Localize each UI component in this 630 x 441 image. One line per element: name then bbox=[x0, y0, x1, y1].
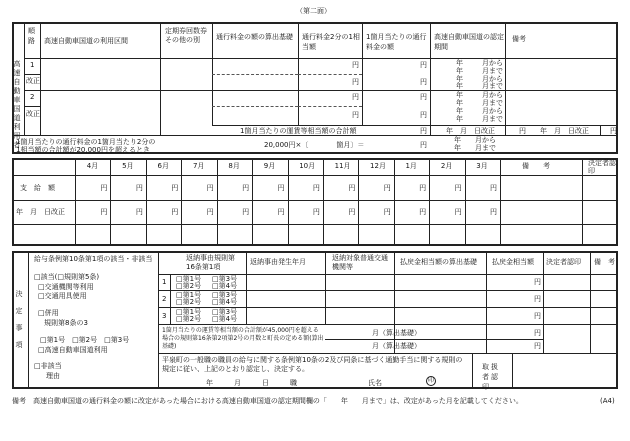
month-yen: 円 bbox=[312, 184, 320, 192]
month-header: 2月 bbox=[440, 162, 453, 170]
month-divider bbox=[288, 158, 289, 246]
month-from-label: 月から bbox=[482, 75, 503, 83]
year-label: 年 bbox=[456, 67, 463, 75]
month-divider bbox=[217, 158, 218, 246]
seal-icon bbox=[426, 376, 436, 386]
header-remarks: 備考 bbox=[512, 35, 526, 43]
reason-no: 3 bbox=[162, 312, 167, 320]
row-total-label: 支 給 額 bbox=[20, 184, 55, 192]
yen-label: 円 bbox=[534, 342, 541, 350]
month-divider bbox=[181, 158, 182, 246]
header-target: 返納対象普通交通機関等 bbox=[332, 254, 388, 271]
year-label: 年 bbox=[456, 107, 463, 115]
year-label: 年 bbox=[456, 75, 463, 83]
month-yen: 円 bbox=[490, 208, 497, 216]
decision-side-title: 決定事項 bbox=[15, 290, 23, 358]
item-numbers[interactable]: □第1号 □第2号 □第3号 bbox=[40, 336, 130, 344]
header-decider: 決定者認印 bbox=[546, 258, 581, 266]
yen-label: 円 bbox=[534, 329, 541, 337]
row-revised-label: 年 月 日改正 bbox=[16, 208, 65, 216]
month-yen: 円 bbox=[419, 208, 427, 216]
header-reason: 返納事由規則第16条第1項 bbox=[186, 254, 235, 271]
month-from-label: 月から bbox=[482, 59, 503, 67]
option-2[interactable]: □第2号 bbox=[176, 315, 202, 323]
month-divider bbox=[429, 158, 430, 246]
yen-label: 円 bbox=[420, 111, 427, 119]
item-transport[interactable]: □交通機関等利用 bbox=[38, 283, 94, 291]
month-yen: 円 bbox=[242, 208, 250, 216]
month-yen: 円 bbox=[454, 184, 462, 192]
yen-label: 円 bbox=[352, 61, 359, 69]
month-header: 10月 bbox=[299, 162, 316, 170]
month-yen: 円 bbox=[348, 184, 356, 192]
notice: 平泉町の一般職の職員の給与に関する条例第10条の2及び同条に基づく通勤手当に関する規則の規定に従い、上記のとおり認定し、決定する。 bbox=[162, 356, 463, 373]
footer-note: 備考 高速自動車国道の通行料金の額に改定があった場合における高速自動車国道の認定期間欄の「 年 月まで」は、改定があった月を記載してください。 bbox=[12, 397, 523, 405]
seal-label: 印 bbox=[428, 377, 435, 384]
header-calc: 払戻金相当額の算出基礎 bbox=[400, 258, 477, 266]
month-to-label: 月まで bbox=[482, 115, 503, 123]
header-remarks-b: 備 考 bbox=[594, 258, 615, 266]
month-from-label: 月から bbox=[482, 91, 503, 99]
handler-label: 取扱者認印 bbox=[482, 363, 500, 391]
month-yen: 円 bbox=[454, 208, 462, 216]
year-label: 年 bbox=[456, 99, 463, 107]
month-from-label: 月から bbox=[482, 107, 503, 115]
revised-ymd-2: 年 月 日改正 bbox=[540, 127, 589, 135]
header-refund: 払戻金相当額 bbox=[492, 258, 534, 266]
month-header: 7月 bbox=[192, 162, 205, 170]
yen-label: 円 bbox=[420, 78, 427, 86]
month-header: 6月 bbox=[157, 162, 169, 170]
item-not-applicable[interactable]: □非該当 bbox=[34, 362, 62, 370]
month-yen: 円 bbox=[135, 208, 143, 216]
option-3[interactable]: □第3号 bbox=[212, 308, 238, 316]
item-expressway[interactable]: □高速自動車国道利用 bbox=[38, 346, 108, 354]
yen-label: 円 bbox=[420, 61, 427, 69]
month-yen: 円 bbox=[100, 184, 108, 192]
mid-decider: 決定者認印 bbox=[588, 159, 616, 175]
option-4[interactable]: □第4号 bbox=[212, 298, 238, 306]
month-yen: 円 bbox=[348, 208, 356, 216]
reason-no: 2 bbox=[162, 295, 167, 303]
mid-remarks: 備 考 bbox=[522, 162, 550, 170]
option-1[interactable]: □第1号 bbox=[176, 275, 202, 283]
year-label: 年 bbox=[456, 59, 463, 67]
month-yen: 円 bbox=[171, 208, 179, 216]
header-basis: 通行料金の額の算出基礎 bbox=[216, 33, 293, 41]
formula: 20,000円×〔 箇月〕＝ bbox=[264, 141, 365, 149]
header-period: 高速自動車国道の認定期間 bbox=[434, 33, 504, 51]
half-label: 1箇月当たりの通行料金の1箇月当たり2分の1相当額の合計額が20,000円を超えるとき bbox=[16, 138, 156, 154]
month-yen: 円 bbox=[135, 184, 143, 192]
month-header: 9月 bbox=[263, 162, 276, 170]
option-4[interactable]: □第4号 bbox=[212, 282, 238, 290]
item-reason: 理由 bbox=[46, 372, 60, 380]
item-rule: 規則第8条の3 bbox=[44, 319, 88, 327]
year-label: 年 bbox=[456, 115, 463, 123]
yen-label: 円 bbox=[420, 93, 427, 101]
year-label: 年 bbox=[456, 91, 463, 99]
option-2[interactable]: □第2号 bbox=[176, 282, 202, 290]
row2-sub: 改正 bbox=[26, 110, 40, 118]
year-label: 年 bbox=[456, 82, 463, 90]
item-vehicle[interactable]: □交通用具使用 bbox=[38, 292, 87, 300]
month-yen: 円 bbox=[383, 208, 391, 216]
reason-no: 1 bbox=[162, 278, 167, 286]
month-yen: 円 bbox=[100, 208, 108, 216]
option-4[interactable]: □第4号 bbox=[212, 315, 238, 323]
month-header: 11月 bbox=[334, 162, 351, 170]
month-yen: 円 bbox=[490, 184, 497, 192]
row2-no: 2 bbox=[30, 93, 35, 101]
page-label: （第二面） bbox=[296, 7, 331, 15]
month-yen: 円 bbox=[383, 184, 391, 192]
header-half: 通行料金2分の1相当額 bbox=[302, 33, 360, 51]
month-yen: 円 bbox=[206, 208, 214, 216]
month-yen: 円 bbox=[277, 184, 285, 192]
header-type: 定期券回数券その他の別 bbox=[165, 27, 207, 44]
month-header: 12月 bbox=[370, 162, 386, 170]
yen-label: 円 bbox=[610, 127, 617, 135]
yen-label: 円 bbox=[352, 93, 359, 101]
month-header: 8月 bbox=[228, 162, 240, 170]
item-applicable[interactable]: □該当(□規則第5条) bbox=[34, 273, 100, 281]
option-2[interactable]: □第2号 bbox=[176, 298, 202, 306]
option-3[interactable]: □第3号 bbox=[212, 275, 238, 283]
month-divider bbox=[323, 158, 324, 246]
month-divider bbox=[252, 158, 253, 246]
yen-label: 円 bbox=[519, 127, 526, 135]
row1-no: 1 bbox=[30, 61, 35, 69]
month-divider bbox=[358, 158, 359, 246]
month-divider bbox=[146, 158, 147, 246]
month-yen: 円 bbox=[312, 208, 320, 216]
yen-label: 円 bbox=[534, 312, 541, 320]
month-to-label: 月まで bbox=[482, 67, 503, 75]
total-label: 1箇月当たりの運賃等相当額の合計額 bbox=[240, 127, 357, 135]
date-line: 年 月 日 職 bbox=[206, 379, 297, 387]
yen-label: 円 bbox=[534, 278, 541, 286]
month-header: 3月 bbox=[476, 162, 488, 170]
month-to-label: 月まで bbox=[482, 82, 503, 90]
name-label: 氏名 bbox=[368, 379, 382, 387]
paper-size: (A4) bbox=[600, 397, 615, 405]
month-yen: 円 bbox=[277, 208, 285, 216]
month-to-label: 月まで bbox=[482, 99, 503, 107]
total-note: 1箇月当たりの運賃等相当額の合計額が45,000円を超える場合の規則第16条第2項第2号の月数と町長の定める額(算出基礎) bbox=[162, 327, 324, 350]
month-header: 5月 bbox=[122, 162, 134, 170]
header-date: 返納事由発生年月 bbox=[250, 258, 306, 266]
header-route: 高速自動車国道の利用区間 bbox=[44, 37, 128, 45]
revised-ymd: 年 月 日改正 bbox=[446, 127, 495, 135]
yen-label: 円 bbox=[420, 127, 427, 135]
month-yen: 円 bbox=[206, 184, 214, 192]
month-calc: 月（算出基礎） bbox=[372, 342, 421, 350]
header-no: 順路 bbox=[28, 27, 35, 45]
yen-label: 円 bbox=[352, 111, 359, 119]
month-divider bbox=[110, 158, 111, 246]
left-title: 給与条例第10条第1項の該当・非該当 bbox=[34, 255, 153, 263]
yen-label: 円 bbox=[352, 78, 359, 86]
month-divider bbox=[465, 158, 466, 246]
yen-label: 円 bbox=[420, 141, 427, 149]
month-yen: 円 bbox=[419, 184, 427, 192]
month-calc: 月（算出基礎） bbox=[372, 329, 421, 337]
option-3[interactable]: □第3号 bbox=[212, 291, 238, 299]
header-monthly: 1箇月当たりの通行料金の額 bbox=[366, 33, 427, 51]
month-header: 4月 bbox=[86, 162, 99, 170]
yen-label: 円 bbox=[534, 295, 541, 303]
month-yen: 円 bbox=[242, 184, 250, 192]
period-from: 年 月から bbox=[454, 136, 496, 144]
month-divider bbox=[394, 158, 395, 246]
period-to: 年 月まで bbox=[454, 144, 496, 152]
month-header: 1月 bbox=[405, 162, 417, 170]
option-1[interactable]: □第1号 bbox=[176, 308, 202, 316]
top-side-title: 高速自動車国道利用者 bbox=[13, 60, 21, 150]
option-1[interactable]: □第1号 bbox=[176, 291, 202, 299]
month-yen: 円 bbox=[171, 184, 179, 192]
item-combined[interactable]: □併用 bbox=[38, 309, 59, 317]
row1-sub: 改正 bbox=[26, 77, 40, 85]
